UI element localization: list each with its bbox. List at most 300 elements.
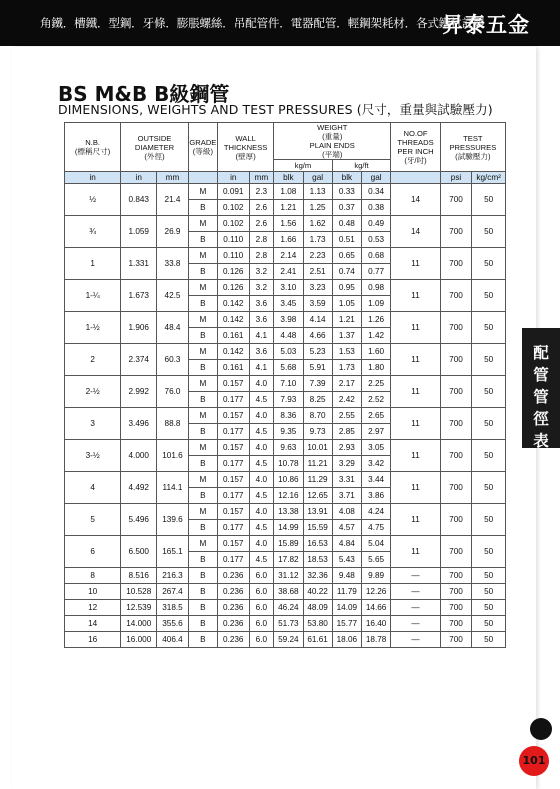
table-cell: — bbox=[391, 568, 441, 584]
table-cell: 0.177 bbox=[218, 552, 250, 568]
header-weight-zh: (重量) bbox=[322, 132, 343, 141]
table-cell: 1.08 bbox=[274, 184, 303, 200]
table-cell: 50 bbox=[472, 616, 506, 632]
table-cell: — bbox=[391, 616, 441, 632]
side-tab-char: 表 bbox=[533, 432, 549, 450]
table-cell: 31.12 bbox=[274, 568, 303, 584]
table-cell: 16.53 bbox=[303, 536, 332, 552]
table-cell: M bbox=[188, 536, 217, 552]
table-cell: 4.24 bbox=[362, 504, 391, 520]
table-cell: 3.496 bbox=[121, 408, 157, 440]
table-cell: 0.157 bbox=[218, 472, 250, 488]
table-cell: 4.5 bbox=[249, 424, 274, 440]
table-cell: — bbox=[391, 600, 441, 616]
table-cell: 9.63 bbox=[274, 440, 303, 456]
table-cell: M bbox=[188, 408, 217, 424]
side-tab-char: 管 bbox=[533, 366, 549, 384]
table-cell: 2.41 bbox=[274, 264, 303, 280]
table-cell: 9.89 bbox=[362, 568, 391, 584]
table-cell: 1.331 bbox=[121, 248, 157, 280]
unit-cell bbox=[391, 172, 441, 184]
table-cell: 216.3 bbox=[157, 568, 189, 584]
table-cell: 4.0 bbox=[249, 440, 274, 456]
table-cell: 4.0 bbox=[249, 472, 274, 488]
table-cell: M bbox=[188, 280, 217, 296]
table-cell: 50 bbox=[472, 216, 506, 248]
table-cell: 14.000 bbox=[121, 616, 157, 632]
category-list: 角鐵．槽鐵．型鋼．牙條．膨脹螺絲．吊配管件．電器配管．輕鋼架耗材．各式鐵材訂製 bbox=[40, 16, 485, 30]
table-cell: 0.843 bbox=[121, 184, 157, 216]
table-cell: 9.73 bbox=[303, 424, 332, 440]
table-cell: 0.157 bbox=[218, 536, 250, 552]
table-cell: 0.177 bbox=[218, 520, 250, 536]
table-cell: 2.23 bbox=[303, 248, 332, 264]
table-cell: 3.44 bbox=[362, 472, 391, 488]
table-cell: 61.61 bbox=[303, 632, 332, 648]
table-cell: 1.906 bbox=[121, 312, 157, 344]
table-cell: 700 bbox=[440, 312, 472, 344]
table-cell: 1-¼ bbox=[65, 280, 121, 312]
header-threads-4: (牙/吋) bbox=[404, 156, 427, 165]
table-cell: 2.52 bbox=[362, 392, 391, 408]
table-cell: 18.06 bbox=[332, 632, 361, 648]
table-cell: 9.35 bbox=[274, 424, 303, 440]
table-cell: 1.37 bbox=[332, 328, 361, 344]
header-wall-3: (壁厚) bbox=[235, 151, 256, 161]
table-cell: 318.5 bbox=[157, 600, 189, 616]
table-cell: 0.95 bbox=[332, 280, 361, 296]
table-cell: 0.157 bbox=[218, 440, 250, 456]
table-cell: 4.0 bbox=[249, 408, 274, 424]
header-plain-ends-en: PLAIN ENDS bbox=[309, 141, 355, 150]
table-cell: 1.059 bbox=[121, 216, 157, 248]
table-row bbox=[65, 280, 506, 296]
table-cell: 42.5 bbox=[157, 280, 189, 312]
table-cell: 1.26 bbox=[362, 312, 391, 328]
table-cell: 50 bbox=[472, 312, 506, 344]
table-cell: 0.236 bbox=[218, 568, 250, 584]
table-cell: 3.86 bbox=[362, 488, 391, 504]
table-cell: 700 bbox=[440, 616, 472, 632]
side-tab-char: 配 bbox=[533, 344, 549, 362]
side-tab-char: 管 bbox=[533, 388, 549, 406]
table-cell: 14.09 bbox=[332, 600, 361, 616]
table-cell: 3.98 bbox=[274, 312, 303, 328]
table-row bbox=[65, 568, 506, 584]
table-cell: 0.236 bbox=[218, 632, 250, 648]
table-cell: 0.126 bbox=[218, 264, 250, 280]
table-cell: 700 bbox=[440, 248, 472, 280]
unit-cell: in bbox=[218, 172, 250, 184]
table-cell: 114.1 bbox=[157, 472, 189, 504]
table-cell: 11.79 bbox=[332, 584, 361, 600]
table-cell: 3.10 bbox=[274, 280, 303, 296]
table-cell: 1.56 bbox=[274, 216, 303, 232]
table-cell: 8.25 bbox=[303, 392, 332, 408]
table-cell: 700 bbox=[440, 504, 472, 536]
table-cell: 50 bbox=[472, 568, 506, 584]
table-cell: 14.99 bbox=[274, 520, 303, 536]
table-cell: 4.75 bbox=[362, 520, 391, 536]
table-cell: 8.70 bbox=[303, 408, 332, 424]
table-cell: 10.78 bbox=[274, 456, 303, 472]
table-cell: 50 bbox=[472, 280, 506, 312]
table-cell: 9.48 bbox=[332, 568, 361, 584]
unit-cell: kg/cm² bbox=[472, 172, 506, 184]
unit-cell: mm bbox=[157, 172, 189, 184]
table-cell: 8 bbox=[65, 568, 121, 584]
table-cell: M bbox=[188, 312, 217, 328]
table-cell: 3.45 bbox=[274, 296, 303, 312]
table-cell: 0.157 bbox=[218, 504, 250, 520]
header-od-3: (外徑) bbox=[144, 151, 165, 161]
table-cell: 4.66 bbox=[303, 328, 332, 344]
table-cell: 38.68 bbox=[274, 584, 303, 600]
table-cell: 4.492 bbox=[121, 472, 157, 504]
table-cell: M bbox=[188, 376, 217, 392]
table-cell: 6.0 bbox=[249, 584, 274, 600]
table-cell: 16 bbox=[65, 632, 121, 648]
table-cell: B bbox=[188, 616, 217, 632]
table-cell: 11.21 bbox=[303, 456, 332, 472]
table-row bbox=[65, 584, 506, 600]
table-cell: B bbox=[188, 200, 217, 216]
table-cell: 1-½ bbox=[65, 312, 121, 344]
table-cell: 6.0 bbox=[249, 568, 274, 584]
table-cell: 10 bbox=[65, 584, 121, 600]
header-kgm: kg/m bbox=[274, 160, 333, 172]
table-cell: 700 bbox=[440, 344, 472, 376]
header-test bbox=[440, 123, 505, 172]
table-cell: 406.4 bbox=[157, 632, 189, 648]
unit-cell: blk bbox=[274, 172, 303, 184]
table-cell: 6.0 bbox=[249, 616, 274, 632]
table-cell: 50 bbox=[472, 344, 506, 376]
table-cell: 1.25 bbox=[303, 200, 332, 216]
table-cell: 0.102 bbox=[218, 200, 250, 216]
header-kgft: kg/ft bbox=[332, 160, 391, 172]
table-cell: 51.73 bbox=[274, 616, 303, 632]
table-cell: 0.161 bbox=[218, 328, 250, 344]
table-cell: 10.86 bbox=[274, 472, 303, 488]
table-cell: M bbox=[188, 184, 217, 200]
table-cell: 0.74 bbox=[332, 264, 361, 280]
table-cell: M bbox=[188, 248, 217, 264]
table-cell: 6.0 bbox=[249, 632, 274, 648]
table-cell: B bbox=[188, 328, 217, 344]
table-cell: 0.091 bbox=[218, 184, 250, 200]
header-od-1: OUTSIDE bbox=[137, 133, 172, 143]
table-cell: M bbox=[188, 504, 217, 520]
table-row bbox=[65, 408, 506, 424]
table-cell: B bbox=[188, 392, 217, 408]
table-cell: 21.4 bbox=[157, 184, 189, 216]
table-cell: 6.500 bbox=[121, 536, 157, 568]
table-cell: 12.16 bbox=[274, 488, 303, 504]
table-cell: 0.236 bbox=[218, 616, 250, 632]
table-cell: M bbox=[188, 344, 217, 360]
unit-cell: gal bbox=[303, 172, 332, 184]
table-row bbox=[65, 312, 506, 328]
table-cell: 11 bbox=[391, 440, 441, 472]
table-cell: 14 bbox=[391, 216, 441, 248]
table-cell: 0.177 bbox=[218, 488, 250, 504]
header-wall bbox=[218, 123, 274, 172]
table-cell: 0.65 bbox=[332, 248, 361, 264]
header-threads-3: PER INCH bbox=[397, 147, 434, 156]
table-cell: 1.21 bbox=[332, 312, 361, 328]
table-cell: — bbox=[391, 584, 441, 600]
table-cell: 267.4 bbox=[157, 584, 189, 600]
table-cell: 15.59 bbox=[303, 520, 332, 536]
table-cell: 165.1 bbox=[157, 536, 189, 568]
table-cell: 1 bbox=[65, 248, 121, 280]
decorative-dot bbox=[530, 718, 552, 740]
header-nb bbox=[65, 123, 121, 172]
table-cell: 2-½ bbox=[65, 376, 121, 408]
table-cell: 8.516 bbox=[121, 568, 157, 584]
table-cell: 5 bbox=[65, 504, 121, 536]
table-cell: 2.51 bbox=[303, 264, 332, 280]
table-cell: 4.5 bbox=[249, 392, 274, 408]
table-cell: 0.53 bbox=[362, 232, 391, 248]
header-wall-2: THICKNESS bbox=[223, 142, 268, 152]
table-cell: 3.05 bbox=[362, 440, 391, 456]
table-cell: 8.36 bbox=[274, 408, 303, 424]
table-cell: ¾ bbox=[65, 216, 121, 248]
table-cell: 48.09 bbox=[303, 600, 332, 616]
table-cell: 40.22 bbox=[303, 584, 332, 600]
table-cell: 1.09 bbox=[362, 296, 391, 312]
table-cell: 11 bbox=[391, 536, 441, 568]
table-cell: 13.38 bbox=[274, 504, 303, 520]
table-cell: 3.31 bbox=[332, 472, 361, 488]
table-cell: 4.5 bbox=[249, 488, 274, 504]
table-cell: 2.17 bbox=[332, 376, 361, 392]
table-cell: 0.49 bbox=[362, 216, 391, 232]
table-cell: 700 bbox=[440, 280, 472, 312]
table-cell: B bbox=[188, 488, 217, 504]
unit-cell: in bbox=[65, 172, 121, 184]
table-cell: 14 bbox=[65, 616, 121, 632]
table-cell: 3.42 bbox=[362, 456, 391, 472]
table-cell: 0.77 bbox=[362, 264, 391, 280]
table-cell: 1.05 bbox=[332, 296, 361, 312]
table-cell: 2 bbox=[65, 344, 121, 376]
brand-name: 昇泰五金 bbox=[442, 13, 530, 37]
table-cell: 5.04 bbox=[362, 536, 391, 552]
table-cell: M bbox=[188, 440, 217, 456]
table-cell: 14.66 bbox=[362, 600, 391, 616]
table-cell: 700 bbox=[440, 184, 472, 216]
table-cell: 2.992 bbox=[121, 376, 157, 408]
table-cell: 5.65 bbox=[362, 552, 391, 568]
table-cell: 33.8 bbox=[157, 248, 189, 280]
table-cell: 700 bbox=[440, 376, 472, 408]
table-cell: 50 bbox=[472, 248, 506, 280]
table-cell: B bbox=[188, 552, 217, 568]
table-cell: 16.40 bbox=[362, 616, 391, 632]
table-cell: 12.26 bbox=[362, 584, 391, 600]
table-cell: 5.43 bbox=[332, 552, 361, 568]
table-cell: 4.5 bbox=[249, 552, 274, 568]
table-cell: — bbox=[391, 632, 441, 648]
table-cell: 3.6 bbox=[249, 344, 274, 360]
table-cell: 0.34 bbox=[362, 184, 391, 200]
table-cell: 1.60 bbox=[362, 344, 391, 360]
pipe-spec-table bbox=[64, 122, 506, 648]
table-cell: 1.73 bbox=[303, 232, 332, 248]
table-cell: 32.36 bbox=[303, 568, 332, 584]
unit-cell: gal bbox=[362, 172, 391, 184]
unit-cell: blk bbox=[332, 172, 361, 184]
table-cell: 700 bbox=[440, 600, 472, 616]
unit-cell: psi bbox=[440, 172, 472, 184]
table-cell: 0.51 bbox=[332, 232, 361, 248]
table-cell: 4.14 bbox=[303, 312, 332, 328]
header-threads bbox=[391, 123, 441, 172]
table-cell: B bbox=[188, 232, 217, 248]
table-cell: 12.539 bbox=[121, 600, 157, 616]
table-cell: 50 bbox=[472, 184, 506, 216]
table-cell: 0.38 bbox=[362, 200, 391, 216]
table-cell: 11 bbox=[391, 408, 441, 440]
table-cell: 0.33 bbox=[332, 184, 361, 200]
table-cell: 13.91 bbox=[303, 504, 332, 520]
table-cell: 0.177 bbox=[218, 424, 250, 440]
table-cell: 4.0 bbox=[249, 504, 274, 520]
table-row bbox=[65, 184, 506, 200]
header-test-2: PRESSURES bbox=[449, 142, 497, 152]
table-cell: 700 bbox=[440, 440, 472, 472]
table-cell: 50 bbox=[472, 376, 506, 408]
table-cell: 6 bbox=[65, 536, 121, 568]
table-cell: 700 bbox=[440, 584, 472, 600]
table-cell: 2.93 bbox=[332, 440, 361, 456]
table-cell: 0.37 bbox=[332, 200, 361, 216]
table-cell: B bbox=[188, 600, 217, 616]
table-cell: 2.374 bbox=[121, 344, 157, 376]
table-cell: 4.0 bbox=[249, 536, 274, 552]
table-cell: 0.236 bbox=[218, 600, 250, 616]
table-cell: 1.42 bbox=[362, 328, 391, 344]
table-cell: 2.6 bbox=[249, 200, 274, 216]
table-cell: 11 bbox=[391, 376, 441, 408]
table-cell: 0.157 bbox=[218, 376, 250, 392]
table-cell: 0.142 bbox=[218, 312, 250, 328]
table-row bbox=[65, 440, 506, 456]
table-cell: 10.528 bbox=[121, 584, 157, 600]
table-cell: 3.2 bbox=[249, 280, 274, 296]
table-cell: 3.23 bbox=[303, 280, 332, 296]
header-od-2: DIAMETER bbox=[134, 142, 175, 152]
table-cell: B bbox=[188, 632, 217, 648]
table-cell: 5.68 bbox=[274, 360, 303, 376]
table-cell: 5.496 bbox=[121, 504, 157, 536]
table-cell: 11 bbox=[391, 504, 441, 536]
table-cell: 7.39 bbox=[303, 376, 332, 392]
table-cell: 1.673 bbox=[121, 280, 157, 312]
table-cell: 1.13 bbox=[303, 184, 332, 200]
page-title: BS M&B B級鋼管 bbox=[58, 82, 230, 106]
table-cell: 50 bbox=[472, 440, 506, 472]
table-cell: ½ bbox=[65, 184, 121, 216]
side-tab-label bbox=[522, 342, 560, 452]
table-cell: 15.89 bbox=[274, 536, 303, 552]
table-cell: 48.4 bbox=[157, 312, 189, 344]
table-cell: 3.29 bbox=[332, 456, 361, 472]
table-cell: 6.0 bbox=[249, 600, 274, 616]
table-cell: B bbox=[188, 264, 217, 280]
table-cell: 50 bbox=[472, 632, 506, 648]
table-cell: 16.000 bbox=[121, 632, 157, 648]
header-od bbox=[121, 123, 189, 172]
table-cell: 1.66 bbox=[274, 232, 303, 248]
table-row bbox=[65, 216, 506, 232]
table-cell: 1.21 bbox=[274, 200, 303, 216]
table-cell: 2.8 bbox=[249, 232, 274, 248]
header-weight-en: WEIGHT bbox=[317, 123, 348, 132]
table-cell: 101.6 bbox=[157, 440, 189, 472]
table-cell: 3 bbox=[65, 408, 121, 440]
table-cell: 11 bbox=[391, 280, 441, 312]
table-cell: 11 bbox=[391, 344, 441, 376]
table-cell: 1.80 bbox=[362, 360, 391, 376]
table-cell: 4.5 bbox=[249, 456, 274, 472]
table-cell: 2.14 bbox=[274, 248, 303, 264]
table-cell: 2.55 bbox=[332, 408, 361, 424]
table-cell: M bbox=[188, 216, 217, 232]
header-row bbox=[65, 123, 506, 142]
table-row bbox=[65, 472, 506, 488]
header-grade-zh: (等級) bbox=[192, 147, 213, 156]
table-cell: 0.126 bbox=[218, 280, 250, 296]
table-cell: 15.77 bbox=[332, 616, 361, 632]
header-plain-ends bbox=[274, 141, 391, 160]
header-bar bbox=[0, 0, 560, 46]
table-cell: 0.157 bbox=[218, 408, 250, 424]
table-cell: M bbox=[188, 472, 217, 488]
table-cell: B bbox=[188, 584, 217, 600]
table-cell: 2.8 bbox=[249, 248, 274, 264]
table-cell: 700 bbox=[440, 632, 472, 648]
table-cell: B bbox=[188, 296, 217, 312]
table-cell: 11.29 bbox=[303, 472, 332, 488]
header-test-3: (試驗壓力) bbox=[455, 151, 491, 161]
table-cell: 0.177 bbox=[218, 392, 250, 408]
table-cell: 700 bbox=[440, 216, 472, 248]
page-number: 101 bbox=[522, 754, 546, 767]
table-row bbox=[65, 632, 506, 648]
table-cell: 2.6 bbox=[249, 216, 274, 232]
table-cell: 2.65 bbox=[362, 408, 391, 424]
table-cell: 4.08 bbox=[332, 504, 361, 520]
table-cell: 4.5 bbox=[249, 520, 274, 536]
table-cell: 18.53 bbox=[303, 552, 332, 568]
table-cell: 0.98 bbox=[362, 280, 391, 296]
table-cell: 3.6 bbox=[249, 296, 274, 312]
table-cell: 4.57 bbox=[332, 520, 361, 536]
table-cell: 0.236 bbox=[218, 584, 250, 600]
table-row bbox=[65, 600, 506, 616]
table-cell: 12 bbox=[65, 600, 121, 616]
unit-cell: mm bbox=[249, 172, 274, 184]
header-test-1: TEST bbox=[463, 133, 483, 143]
table-cell: 12.65 bbox=[303, 488, 332, 504]
table-cell: 50 bbox=[472, 584, 506, 600]
header-threads-2: THREADS bbox=[397, 138, 434, 147]
table-cell: 5.03 bbox=[274, 344, 303, 360]
